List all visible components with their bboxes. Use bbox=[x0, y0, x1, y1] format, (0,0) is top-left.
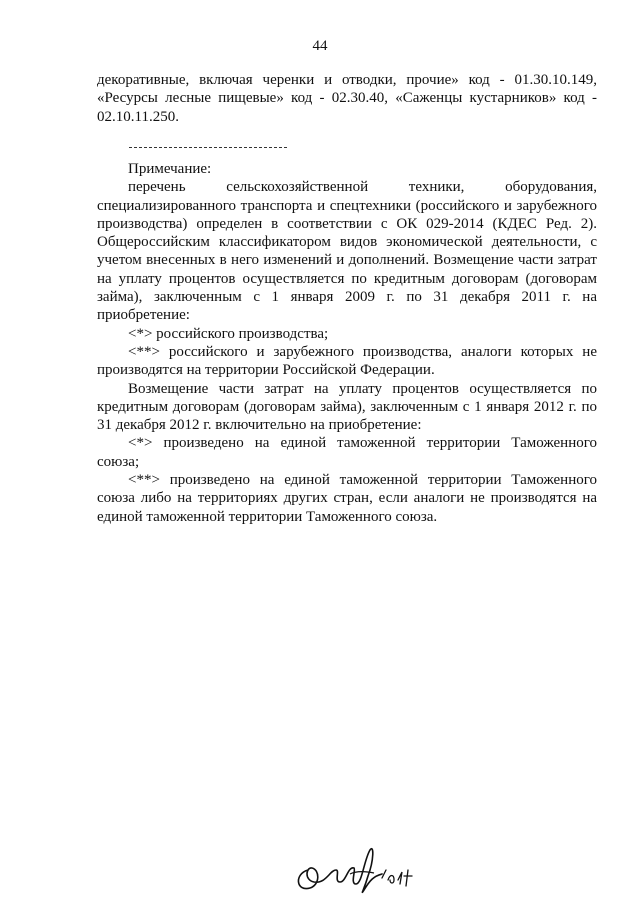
notes-block bbox=[97, 160, 597, 526]
footnote-separator bbox=[129, 147, 287, 148]
handwritten-signature-icon bbox=[290, 840, 430, 900]
note-paragraph: <**> произведено на единой таможенной территории Таможенного союза либо на территориях других стран, если аналоги не производятся на единой таможенной территории Таможенного союза. bbox=[97, 472, 597, 525]
note-paragraph: <*> российского производства; bbox=[128, 325, 329, 342]
page-number: 44 bbox=[312, 38, 328, 54]
note-paragraph: Возмещение части затрат на уплату процентов осуществляется по кредитным договорам (договорам займа), заключенным с 1 января 2012 г. по 31 декабря 2012 г. включительно на приобретение: bbox=[97, 380, 597, 434]
notes-heading: Примечание: bbox=[128, 161, 212, 177]
note-paragraph: <**> российского и зарубежного производства, аналоги которых не производятся на территории Российской Федерации. bbox=[97, 343, 597, 379]
note-paragraph: <*> произведено на единой таможенной территории Таможенного союза; bbox=[97, 435, 597, 470]
top-paragraph-block bbox=[97, 71, 597, 126]
top-paragraph: декоративные, включая черенки и отводки, прочие» код - 01.30.10.149, «Ресурсы лесные пищевые» код - 02.30.40, «Саженцы кустарников» код - 02.10.11.250. bbox=[97, 72, 597, 125]
note-paragraph: перечень сельскохозяйственной техники, оборудования, специализированного транспорта и спецтехники (российского и зарубежного производства) определен в соответствии с ОК 029-2014 (КДЕС Ред. 2). Общероссийским классификатором видов экономической деятельности, с учетом внесенных в него изменений и дополнений. Возмещение части затрат на уплату процентов осуществляется по кредитным договорам (договорам займа), заключенным с 1 января 2009 г. по 31 декабря 2011 г. на приобретение: bbox=[97, 179, 597, 324]
